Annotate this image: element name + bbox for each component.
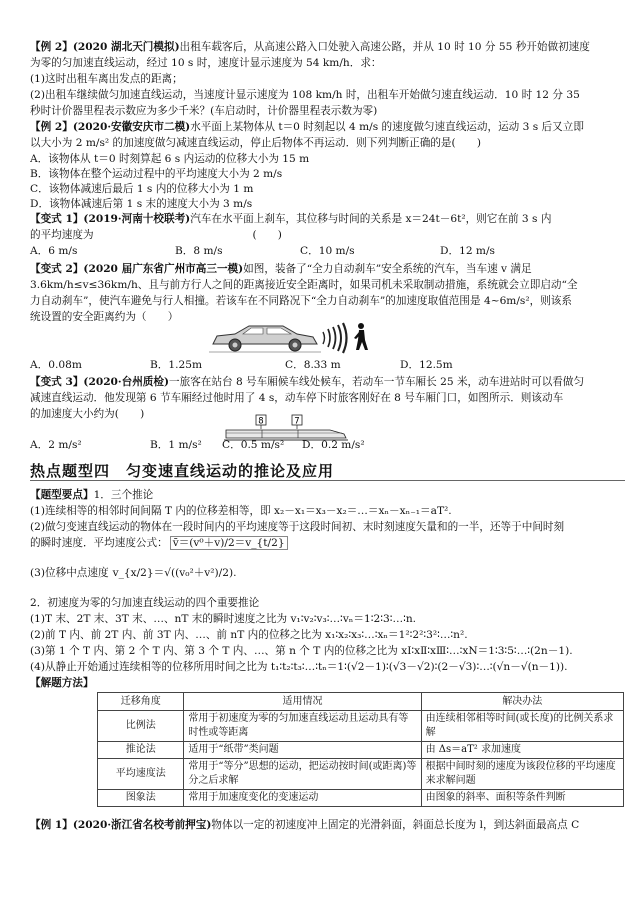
table-cell: 推论法: [98, 742, 184, 759]
var3-line-2: 减速直线运动．他发现第 6 节车厢经过他时用了 4 s，动车停下时旅客刚好在 8 号车厢门口，如图所示．则该动车: [30, 392, 564, 404]
var2-line-4: 统设置的安全距离约为（ ）: [30, 311, 179, 323]
ex2a-line-5: 秒时计价器里程表示数应为多少千米？(车启动时，计价器里程表示数为零): [30, 105, 378, 117]
ex2b-line-2: 以大小为 2 m/s² 的加速度做匀减速直线运动，停止后物体不再运动．则下列判断正确的是( ): [30, 137, 481, 149]
points-line-7: (1)T 末、2T 末、3T 末、…、nT 末的瞬时速度之比为 v₁∶v₂∶v₃∶…∶vₙ＝1∶2∶3∶…∶n.: [30, 613, 417, 625]
var3-option-a: A．2 m/s²: [30, 439, 82, 451]
ex1-tag: 【例 1】(2020·浙江省名校考前押宝): [30, 819, 212, 831]
points-line-5: (3)位移中点速度 v_{x/2}＝√((v₀²＋v²)/2).: [30, 567, 237, 579]
var1-option-a: A．6 m/s: [30, 245, 78, 257]
ex2b-option-d: D．该物体减速后第 1 s 末的速度大小为 3 m/s: [30, 198, 253, 210]
var2-line-3: 力自动刹车”，使汽车避免与行人相撞。若该车在不同路况下“全力自动刹车”的加速度取值范围是 4~6m/s²，则该系: [30, 295, 572, 307]
table-cell: 常用于加速度变化的变速运动: [184, 790, 421, 807]
points-line-6: 2．初速度为零的匀加速直线运动的四个重要推论: [30, 597, 260, 609]
table-row: [98, 790, 624, 807]
points-line-8: (2)前 T 内、前 2T 内、前 3T 内、…、前 nT 内的位移之比为 x₁∶x₂∶x₃∶…∶xₙ＝1²∶2²∶3²∶…∶n².: [30, 629, 468, 641]
var2-option-b: B．1.25m: [150, 359, 203, 371]
table-cell: 常用于“等分”思想的运动，把运动按时间(或距离)等分之后求解: [184, 759, 421, 790]
radar-waves-icon: [323, 323, 347, 353]
methods-tag: 【解题方法】: [30, 677, 94, 689]
var3-line-3: 的加速度大小约为( ): [30, 408, 145, 420]
car-pedestrian-figure: [205, 318, 375, 358]
mid-position-velocity-formula: v_{x/2}＝√((v₀²＋v²)/2).: [112, 567, 237, 579]
ex2b-line-1: 【例 2】(2020·安徽安庆市二模)水平面上某物体从 t＝0 时刻起以 4 m/s 的速度做匀速直线运动，运动 3 s 后又立即: [30, 121, 584, 133]
ex2b-option-b: B．该物体在整个运动过程中的平均速度大小为 2 m/s: [30, 168, 283, 180]
var1-line-1: 【变式 1】(2019·河南十校联考)汽车在水平面上刹车，其位移与时间的关系是 x＝24t－6t²，则它在前 3 s 内: [30, 213, 552, 225]
ex2b-tag: 【例 2】(2020·安徽安庆市二模): [30, 121, 191, 133]
car-8-label: 8: [258, 416, 264, 427]
table-header: 适用情况: [184, 693, 421, 711]
var1-option-c: C．10 m/s: [300, 245, 355, 257]
ex1-line-1: 【例 1】(2020·浙江省名校考前押宝)物体以一定的初速度冲上固定的光滑斜面，斜面总长度为 l，到达斜面最高点 C: [30, 819, 580, 831]
ex2a-line-3: (1)这时出租车离出发点的距离；: [30, 73, 183, 85]
table-cell: 由图象的斜率、面积等条件判断: [421, 790, 623, 807]
table-cell: 适用于“纸带”类问题: [184, 742, 421, 759]
var3-tag: 【变式 3】(2020·台州质检): [30, 376, 170, 388]
table-cell: 由连续相邻相等时间(或长度)的比例关系求解: [421, 711, 623, 742]
car-7-label: 7: [294, 416, 300, 427]
table-header: 解决办法: [421, 693, 623, 711]
var3-option-d: D．0.2 m/s²: [302, 439, 365, 451]
points-line-9: (3)第 1 个 T 内、第 2 个 T 内、第 3 个 T 内、…、第 n 个 T 内的位移之比为 xⅠ∶xⅡ∶xⅢ∶…∶xN＝1∶3∶5∶…∶(2n－1).: [30, 645, 573, 657]
table-cell: 常用于初速度为零的匀加速直线运动且运动具有等时性或等距离: [184, 711, 421, 742]
points-line-10: (4)从静止开始通过连续相等的位移所用时间之比为 t₁∶t₂∶t₃∶…∶tₙ＝1∶(√2－1)∶(√3－√2)∶(2－√3)∶…∶(√n－√(n－1)).: [30, 661, 568, 673]
table-row: [98, 742, 624, 759]
var2-line-2: 3.6km/h≤v≤36km/h、且与前方行人之间的距离接近安全距离时，如果司机未采取制动措施，系统就会立即启动“全: [30, 279, 578, 291]
var3-option-b: B．1 m/s²: [150, 439, 202, 451]
ex2a-line-4: (2)出租车继续做匀加速直线运动，当速度计显示速度为 108 km/h 时，出租车开始做匀速直线运动．10 时 12 分 35: [30, 89, 580, 101]
points-line-2: (1)连续相等的相邻时间间隔 T 内的位移差相等，即 x₂－x₁＝x₃－x₂＝…＝xₙ－xₙ₋₁＝aT².: [30, 505, 452, 517]
ex2b-option-c: C．该物体减速后最后 1 s 内的位移大小为 1 m: [30, 183, 254, 195]
ex2a-tag: 【例 2】(2020 湖北天门模拟): [30, 41, 180, 53]
var2-option-a: A．0.08m: [30, 359, 82, 371]
var3-option-c: C．0.5 m/s²: [222, 439, 285, 451]
var2-option-c: C．8.33 m: [285, 359, 341, 371]
table-cell: 平均速度法: [98, 759, 184, 790]
table-cell: 根据中间时刻的速度为该段位移的平均速度来求解问题: [421, 759, 623, 790]
ex2b-option-a: A．该物体从 t＝0 时刻算起 6 s 内运动的位移大小为 15 m: [30, 153, 310, 165]
var2-line-1: 【变式 2】(2020 届广东省广州市高三一模)如图，装备了“全力自动刹车”安全系统的汽车，当车速 v 满足: [30, 263, 532, 275]
table-cell: 比例法: [98, 711, 184, 742]
section-title: 热点题型四 匀变速直线运动的推论及应用: [30, 462, 335, 480]
var2-tag: 【变式 2】(2020 届广东省广州市高三一模): [30, 263, 244, 275]
points-line-1: 【题型要点】1．三个推论: [30, 489, 154, 501]
avg-velocity-formula: v̄＝(v⁰＋v)/2＝v_{t/2}: [170, 536, 288, 550]
section-divider: [30, 480, 625, 481]
table-row: [98, 711, 624, 742]
pedestrian-icon: [354, 323, 368, 350]
table-cell: 由 Δs＝aT² 求加速度: [421, 742, 623, 759]
var1-option-d: D．12 m/s: [440, 245, 495, 257]
table-cell: 图象法: [98, 790, 184, 807]
methods-table: [97, 692, 624, 807]
car-icon: [209, 326, 321, 352]
table-row: [98, 759, 624, 790]
table-header: 迁移角度: [98, 693, 184, 711]
points-line-4: 的瞬时速度．平均速度公式： v̄＝(v⁰＋v)/2＝v_{t/2}: [30, 536, 620, 551]
var1-tag: 【变式 1】(2019·河南十校联考): [30, 213, 191, 225]
ex2a-line-1: 【例 2】(2020 湖北天门模拟)出租车载客后，从高速公路入口处驶入高速公路，并从 10 时 10 分 55 秒开始做初速度: [30, 41, 590, 53]
var3-line-1: 【变式 3】(2020·台州质检)一旅客在站台 8 号车厢候车线处候车，若动车一节车厢长 25 米，动车进站时可以看做匀: [30, 376, 585, 388]
ex2a-line-2: 为零的匀加速直线运动，经过 10 s 时，速度计显示速度为 54 km/h．求：: [30, 57, 382, 69]
table-header-row: [98, 693, 624, 711]
points-tag: 【题型要点】: [30, 489, 94, 501]
var1-line-2: 的平均速度为 ( ): [30, 229, 282, 241]
var1-option-b: B．8 m/s: [175, 245, 223, 257]
var2-option-d: D．12.5m: [400, 359, 453, 371]
points-line-3: (2)做匀变速直线运动的物体在一段时间内的平均速度等于这段时间初、末时刻速度矢量和的一半，还等于中间时刻: [30, 521, 565, 533]
